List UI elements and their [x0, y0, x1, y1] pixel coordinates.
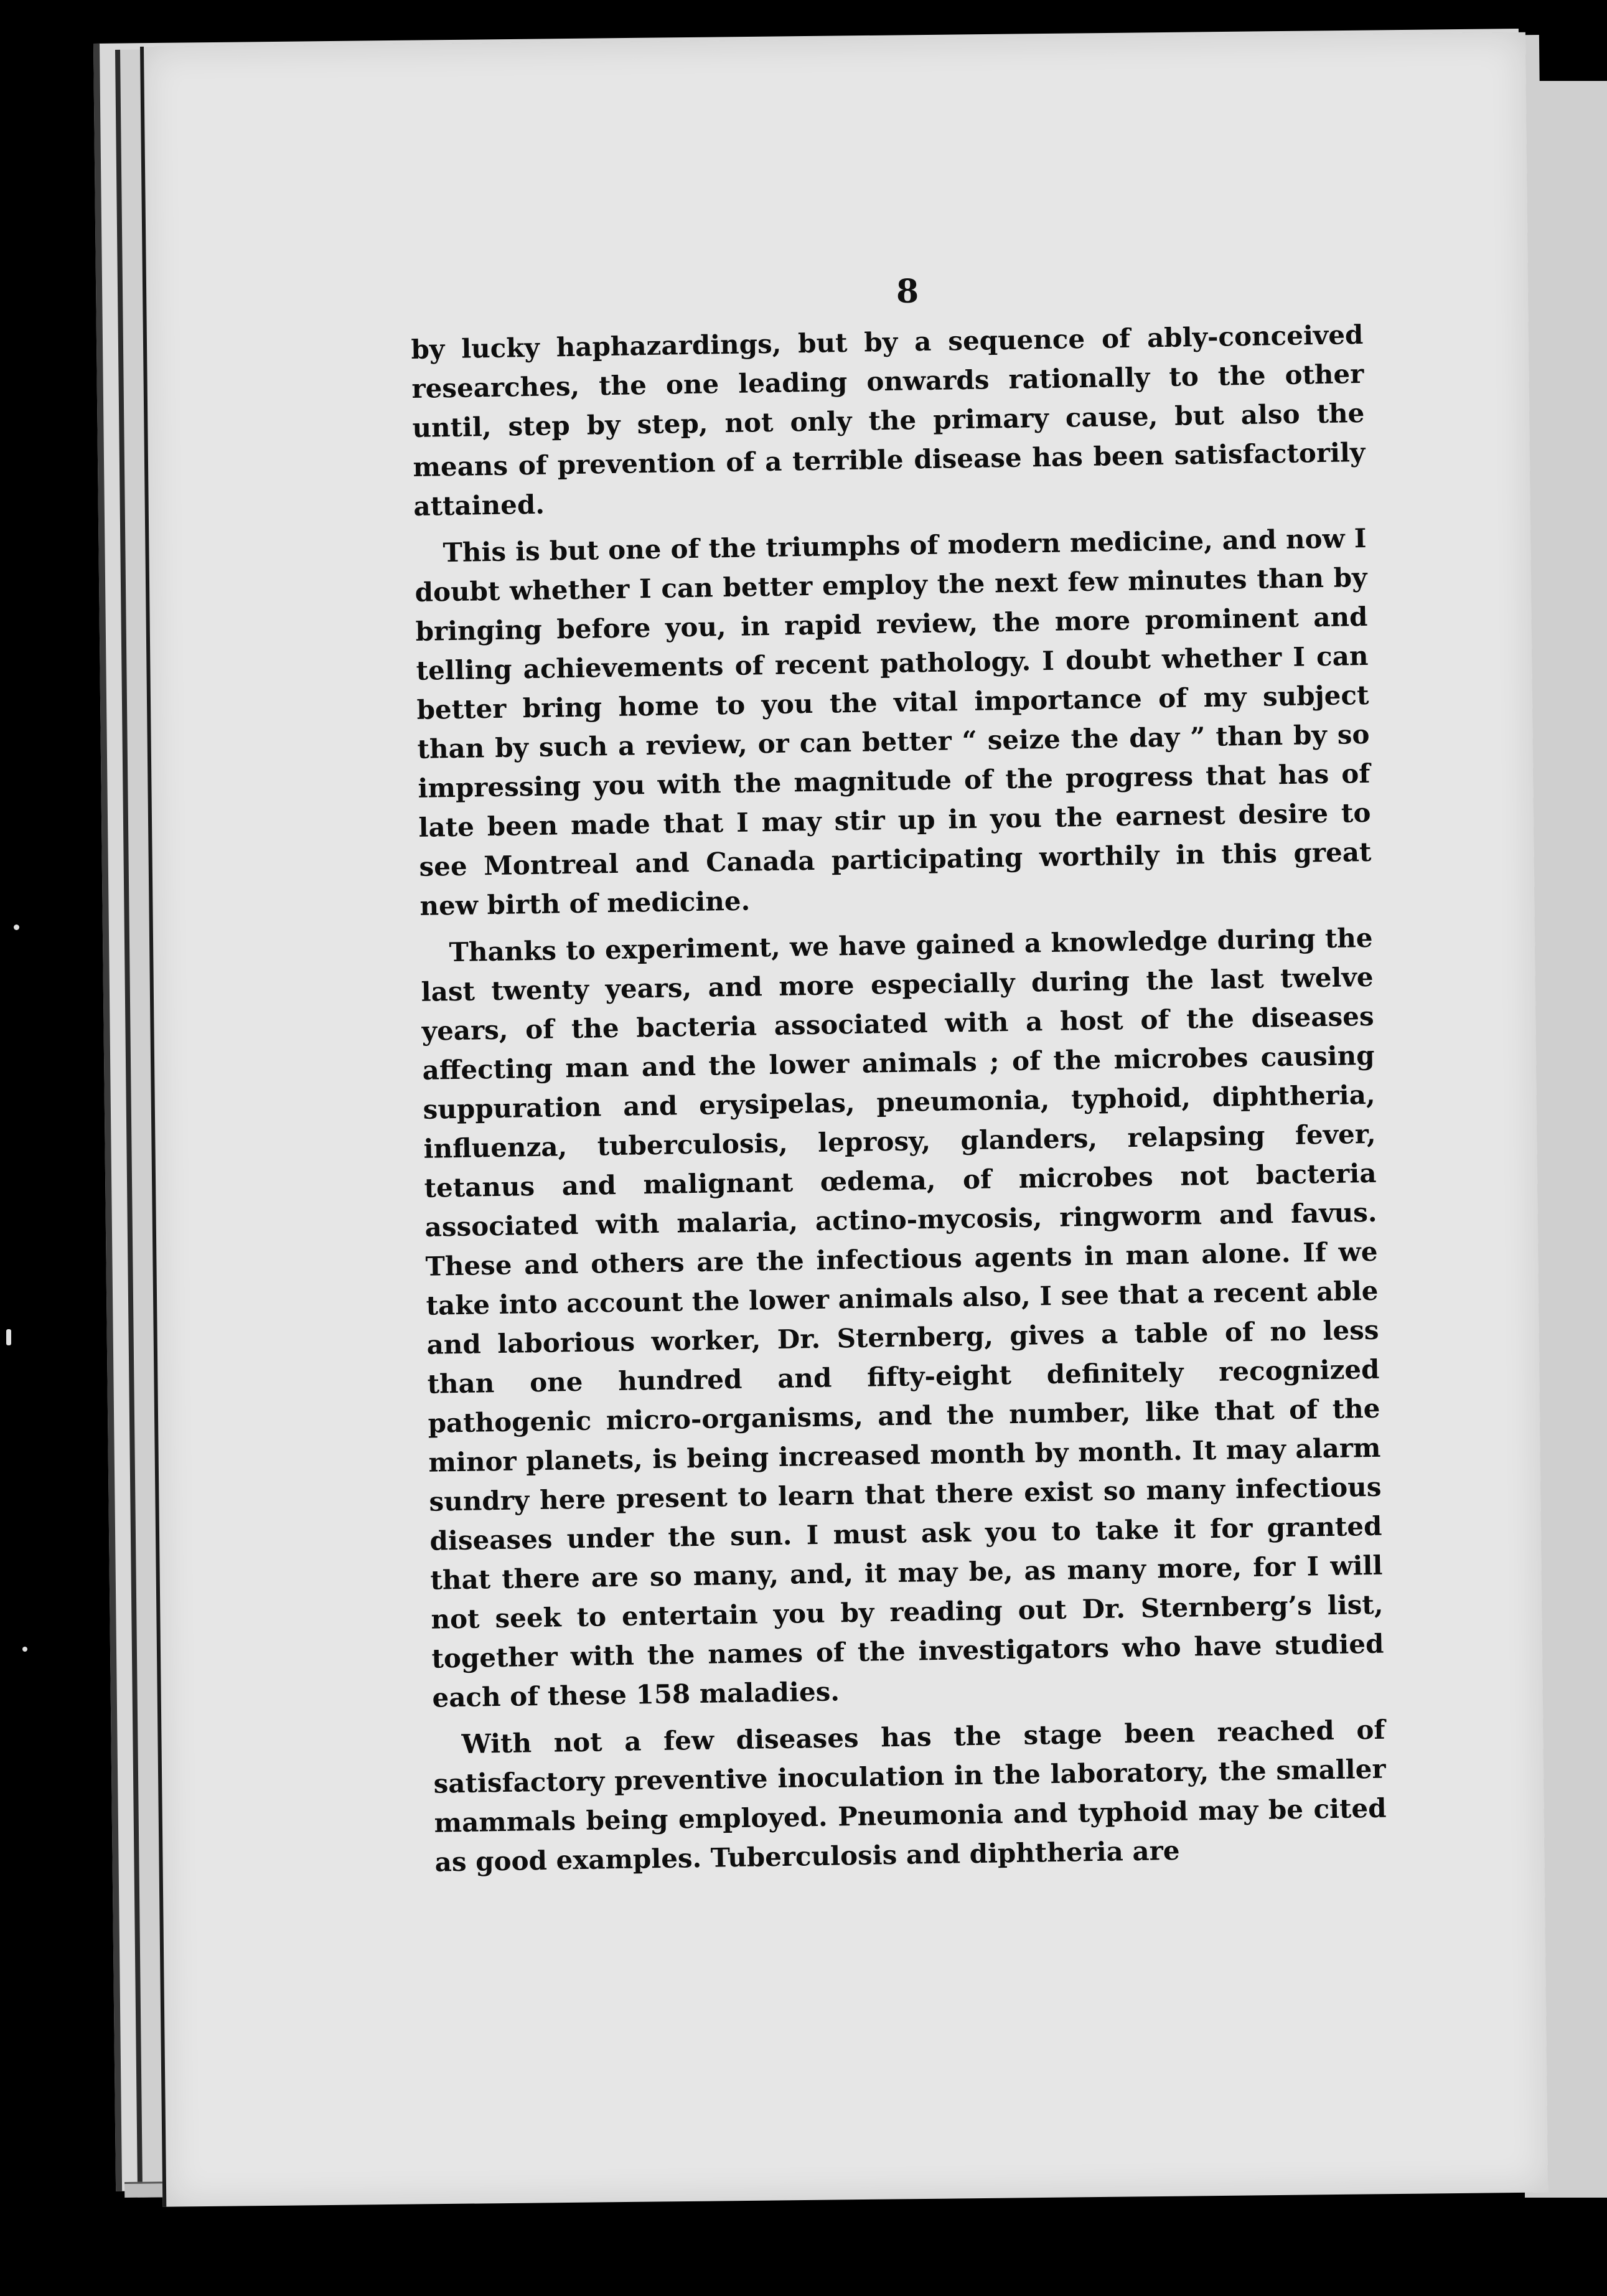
- paragraph: This is but one of the triumphs of modern medicine, and now I doubt whether I can better employ the next few minutes than by bringing before you, in rapid review, the more prominent and telling achievements of recent pathology. I doubt whether I can better bring home to you the vital importance of my subject than by such a review, or can better “ seize the day ” than by so impressing you with the magnitude of the progress that has of late been made that I may stir up in you the earnest desire to see Montreal and Canada participating worthily in this great new birth of medicine.: [415, 522, 1372, 921]
- dust-speck: [6, 1329, 11, 1345]
- page-number: 8: [896, 273, 919, 311]
- paragraph: Thanks to experiment, we have gained a knowledge during the last twenty years, and more especially during the last twelve years, of the bacteria associated with a host of the diseases affecting man and the lower animals ; of the microbes causing suppuration and erysipelas, pneumonia, typhoid, diphtheria, influenza, tuberculosis, leprosy, glanders, relapsing fever, tetanus and malignant œdema, of microbes not bacteria associated with malaria, actino-mycosis, ringworm and favus. These and others are the infectious agents in man alone. If we take into account the lower animals also, I see that a recent able and laborious worker, Dr. Sternberg, gives a table of no less than one hundred and fifty-eight definitely recognized pathogenic micro-organisms, and the number, like that of the minor planets, is being increased month by month. It may alarm sundry here present to learn that there exist so many infectious diseases under the sun. I must ask you to take it for granted that there are so many, and, it may be, as many more, for I will not seek to entertain you by reading out Dr. Sternberg’s list, together with the names of the investigators who have studied each of these 158 maladies.: [421, 922, 1384, 1713]
- paragraph: With not a few diseases has the stage been reached of satisfactory preventive inoculation in the laboratory, the smaller mammals being employed. Pneumonia and typhoid may be cited as good examples. Tuberculosis and diphtheria are: [433, 1714, 1387, 1878]
- paragraph: by lucky haphazardings, but by a sequence of ably-conceived researches, the one leading onwards rationally to the other until, step by step, not only the primary cause, but also the means of prevention of a terrible disease has been satisfactorily attained.: [411, 319, 1366, 522]
- dust-speck: [22, 1647, 27, 1652]
- dust-speck: [14, 925, 19, 930]
- body-text: [411, 315, 1387, 1889]
